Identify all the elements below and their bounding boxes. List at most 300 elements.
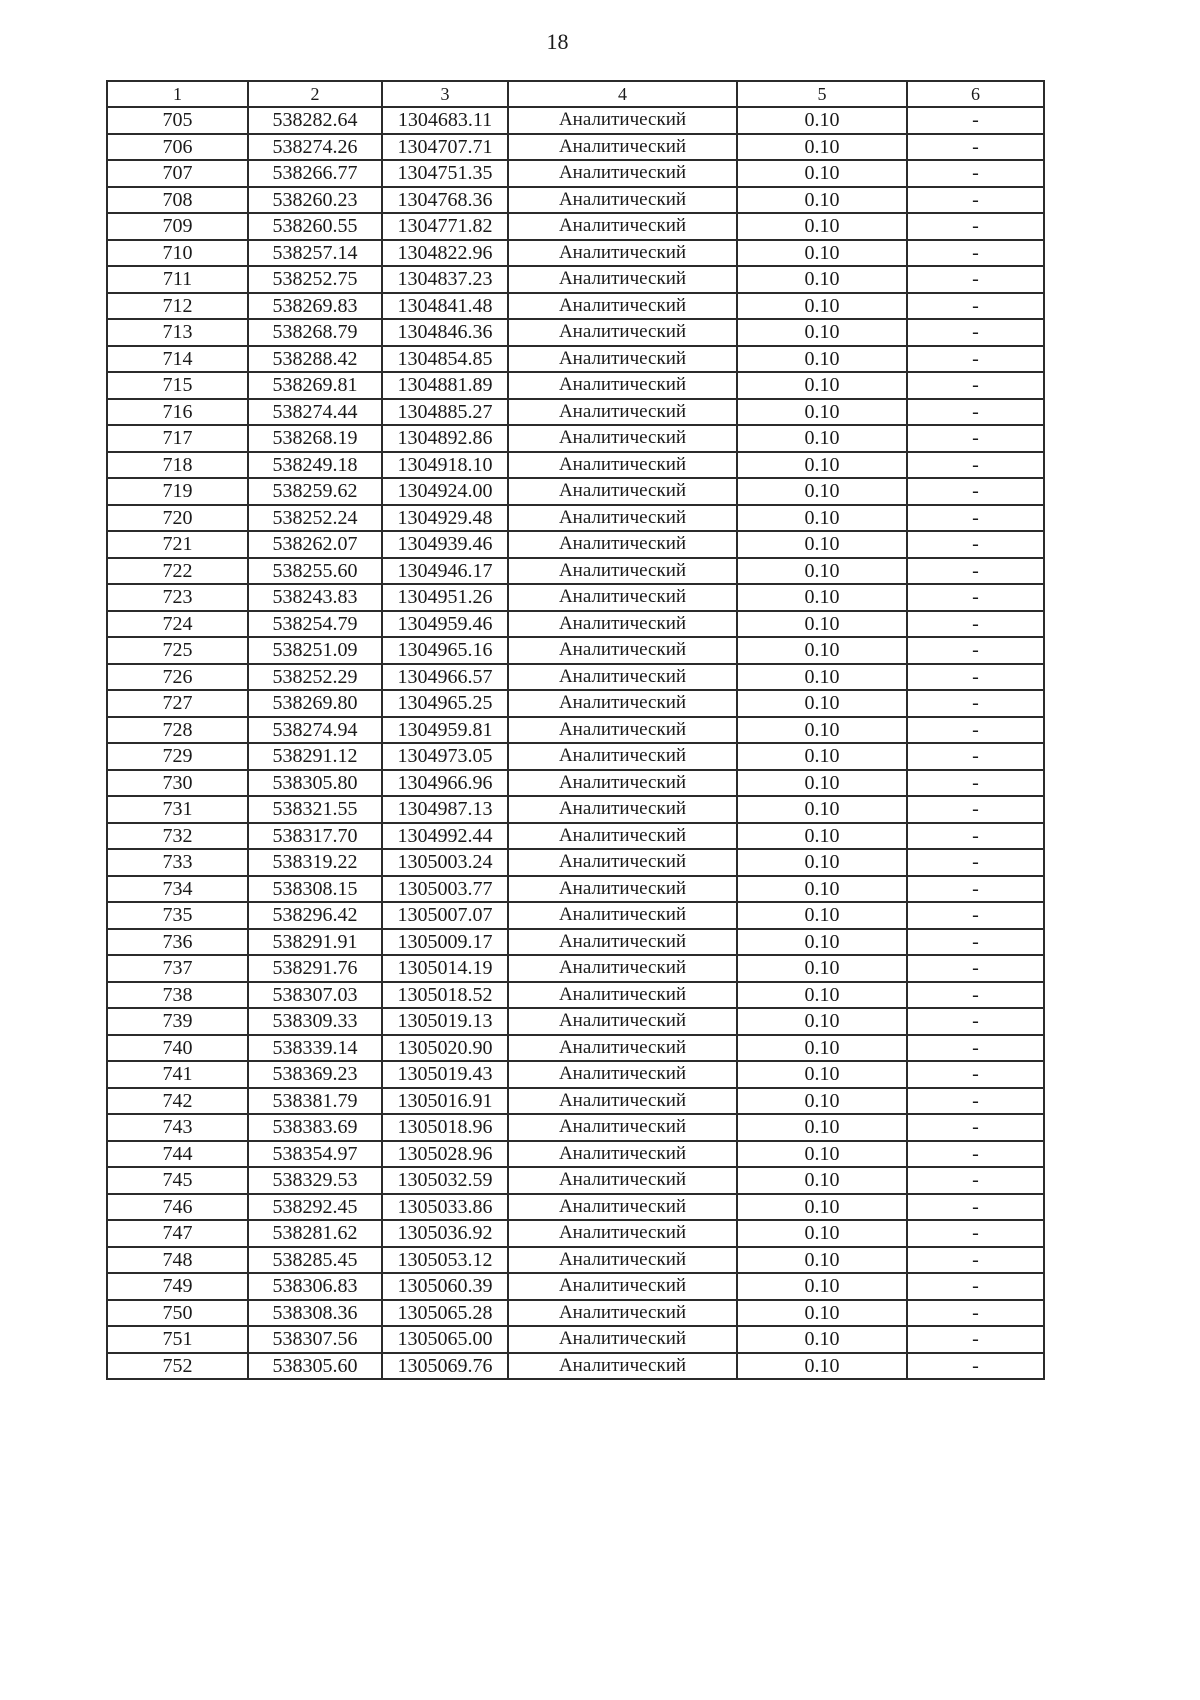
y-coordinate-cell: 1304683.11	[382, 107, 508, 134]
header-cell-5: 5	[737, 81, 907, 107]
table-row	[107, 982, 1044, 1009]
method-cell: Аналитический	[508, 823, 737, 850]
note-cell: -	[907, 743, 1044, 770]
x-coordinate-cell: 538257.14	[248, 240, 382, 267]
x-coordinate-cell: 538282.64	[248, 107, 382, 134]
point-number-cell: 750	[107, 1300, 248, 1327]
table-row	[107, 346, 1044, 373]
x-coordinate-cell: 538317.70	[248, 823, 382, 850]
note-cell: -	[907, 372, 1044, 399]
y-coordinate-cell: 1304854.85	[382, 346, 508, 373]
point-number-cell: 744	[107, 1141, 248, 1168]
note-cell: -	[907, 134, 1044, 161]
table-row	[107, 796, 1044, 823]
note-cell: -	[907, 929, 1044, 956]
y-coordinate-cell: 1305065.00	[382, 1326, 508, 1353]
point-number-cell: 714	[107, 346, 248, 373]
x-coordinate-cell: 538305.60	[248, 1353, 382, 1380]
accuracy-cell: 0.10	[737, 743, 907, 770]
y-coordinate-cell: 1304881.89	[382, 372, 508, 399]
x-coordinate-cell: 538288.42	[248, 346, 382, 373]
note-cell: -	[907, 1326, 1044, 1353]
x-coordinate-cell: 538354.97	[248, 1141, 382, 1168]
note-cell: -	[907, 1194, 1044, 1221]
note-cell: -	[907, 1167, 1044, 1194]
x-coordinate-cell: 538307.03	[248, 982, 382, 1009]
table-row	[107, 1141, 1044, 1168]
method-cell: Аналитический	[508, 1008, 737, 1035]
accuracy-cell: 0.10	[737, 1141, 907, 1168]
point-number-cell: 726	[107, 664, 248, 691]
accuracy-cell: 0.10	[737, 1114, 907, 1141]
point-number-cell: 733	[107, 849, 248, 876]
y-coordinate-cell: 1304892.86	[382, 425, 508, 452]
y-coordinate-cell: 1304751.35	[382, 160, 508, 187]
note-cell: -	[907, 1061, 1044, 1088]
note-cell: -	[907, 1114, 1044, 1141]
method-cell: Аналитический	[508, 982, 737, 1009]
point-number-cell: 721	[107, 531, 248, 558]
note-cell: -	[907, 584, 1044, 611]
x-coordinate-cell: 538381.79	[248, 1088, 382, 1115]
method-cell: Аналитический	[508, 1353, 737, 1380]
note-cell: -	[907, 1220, 1044, 1247]
x-coordinate-cell: 538308.36	[248, 1300, 382, 1327]
note-cell: -	[907, 1088, 1044, 1115]
table-row	[107, 425, 1044, 452]
method-cell: Аналитический	[508, 1035, 737, 1062]
accuracy-cell: 0.10	[737, 876, 907, 903]
header-cell-3: 3	[382, 81, 508, 107]
method-cell: Аналитический	[508, 611, 737, 638]
y-coordinate-cell: 1305019.43	[382, 1061, 508, 1088]
table-row	[107, 1088, 1044, 1115]
table-row	[107, 240, 1044, 267]
y-coordinate-cell: 1304992.44	[382, 823, 508, 850]
y-coordinate-cell: 1304885.27	[382, 399, 508, 426]
y-coordinate-cell: 1305016.91	[382, 1088, 508, 1115]
accuracy-cell: 0.10	[737, 1194, 907, 1221]
y-coordinate-cell: 1304987.13	[382, 796, 508, 823]
point-number-cell: 725	[107, 637, 248, 664]
y-coordinate-cell: 1304768.36	[382, 187, 508, 214]
accuracy-cell: 0.10	[737, 796, 907, 823]
table-row	[107, 452, 1044, 479]
x-coordinate-cell: 538291.76	[248, 955, 382, 982]
x-coordinate-cell: 538321.55	[248, 796, 382, 823]
point-number-cell: 710	[107, 240, 248, 267]
x-coordinate-cell: 538268.79	[248, 319, 382, 346]
accuracy-cell: 0.10	[737, 637, 907, 664]
table-row	[107, 187, 1044, 214]
table-row	[107, 823, 1044, 850]
accuracy-cell: 0.10	[737, 293, 907, 320]
point-number-cell: 731	[107, 796, 248, 823]
y-coordinate-cell: 1304965.25	[382, 690, 508, 717]
point-number-cell: 708	[107, 187, 248, 214]
x-coordinate-cell: 538281.62	[248, 1220, 382, 1247]
header-cell-2: 2	[248, 81, 382, 107]
method-cell: Аналитический	[508, 1114, 737, 1141]
accuracy-cell: 0.10	[737, 213, 907, 240]
y-coordinate-cell: 1304965.16	[382, 637, 508, 664]
table-row	[107, 611, 1044, 638]
y-coordinate-cell: 1305065.28	[382, 1300, 508, 1327]
point-number-cell: 719	[107, 478, 248, 505]
note-cell: -	[907, 531, 1044, 558]
method-cell: Аналитический	[508, 452, 737, 479]
table-row	[107, 1247, 1044, 1274]
y-coordinate-cell: 1305028.96	[382, 1141, 508, 1168]
table-row	[107, 876, 1044, 903]
accuracy-cell: 0.10	[737, 1220, 907, 1247]
y-coordinate-cell: 1304822.96	[382, 240, 508, 267]
note-cell: -	[907, 955, 1044, 982]
table-row	[107, 1035, 1044, 1062]
y-coordinate-cell: 1305018.52	[382, 982, 508, 1009]
table-header	[107, 81, 1044, 107]
point-number-cell: 749	[107, 1273, 248, 1300]
y-coordinate-cell: 1304966.96	[382, 770, 508, 797]
accuracy-cell: 0.10	[737, 955, 907, 982]
method-cell: Аналитический	[508, 505, 737, 532]
note-cell: -	[907, 1273, 1044, 1300]
method-cell: Аналитический	[508, 1088, 737, 1115]
note-cell: -	[907, 876, 1044, 903]
point-number-cell: 712	[107, 293, 248, 320]
note-cell: -	[907, 478, 1044, 505]
accuracy-cell: 0.10	[737, 690, 907, 717]
method-cell: Аналитический	[508, 743, 737, 770]
note-cell: -	[907, 1141, 1044, 1168]
method-cell: Аналитический	[508, 187, 737, 214]
x-coordinate-cell: 538268.19	[248, 425, 382, 452]
x-coordinate-cell: 538383.69	[248, 1114, 382, 1141]
table-row	[107, 505, 1044, 532]
y-coordinate-cell: 1305014.19	[382, 955, 508, 982]
note-cell: -	[907, 319, 1044, 346]
accuracy-cell: 0.10	[737, 240, 907, 267]
header-row	[107, 81, 1044, 107]
point-number-cell: 743	[107, 1114, 248, 1141]
y-coordinate-cell: 1304939.46	[382, 531, 508, 558]
point-number-cell: 752	[107, 1353, 248, 1380]
x-coordinate-cell: 538255.60	[248, 558, 382, 585]
point-number-cell: 746	[107, 1194, 248, 1221]
x-coordinate-cell: 538308.15	[248, 876, 382, 903]
point-number-cell: 728	[107, 717, 248, 744]
method-cell: Аналитический	[508, 1220, 737, 1247]
x-coordinate-cell: 538260.55	[248, 213, 382, 240]
header-cell-1: 1	[107, 81, 248, 107]
method-cell: Аналитический	[508, 796, 737, 823]
accuracy-cell: 0.10	[737, 319, 907, 346]
method-cell: Аналитический	[508, 478, 737, 505]
accuracy-cell: 0.10	[737, 584, 907, 611]
point-number-cell: 747	[107, 1220, 248, 1247]
y-coordinate-cell: 1304918.10	[382, 452, 508, 479]
note-cell: -	[907, 346, 1044, 373]
x-coordinate-cell: 538306.83	[248, 1273, 382, 1300]
point-number-cell: 722	[107, 558, 248, 585]
x-coordinate-cell: 538305.80	[248, 770, 382, 797]
method-cell: Аналитический	[508, 770, 737, 797]
table-row	[107, 1167, 1044, 1194]
method-cell: Аналитический	[508, 558, 737, 585]
method-cell: Аналитический	[508, 955, 737, 982]
point-number-cell: 718	[107, 452, 248, 479]
accuracy-cell: 0.10	[737, 107, 907, 134]
accuracy-cell: 0.10	[737, 849, 907, 876]
x-coordinate-cell: 538307.56	[248, 1326, 382, 1353]
method-cell: Аналитический	[508, 584, 737, 611]
point-number-cell: 738	[107, 982, 248, 1009]
note-cell: -	[907, 664, 1044, 691]
note-cell: -	[907, 690, 1044, 717]
point-number-cell: 740	[107, 1035, 248, 1062]
point-number-cell: 723	[107, 584, 248, 611]
note-cell: -	[907, 213, 1044, 240]
point-number-cell: 751	[107, 1326, 248, 1353]
method-cell: Аналитический	[508, 425, 737, 452]
table-row	[107, 637, 1044, 664]
note-cell: -	[907, 1300, 1044, 1327]
method-cell: Аналитический	[508, 319, 737, 346]
x-coordinate-cell: 538269.81	[248, 372, 382, 399]
y-coordinate-cell: 1305060.39	[382, 1273, 508, 1300]
method-cell: Аналитический	[508, 1326, 737, 1353]
y-coordinate-cell: 1305003.77	[382, 876, 508, 903]
accuracy-cell: 0.10	[737, 1326, 907, 1353]
table-row	[107, 849, 1044, 876]
point-number-cell: 737	[107, 955, 248, 982]
accuracy-cell: 0.10	[737, 505, 907, 532]
method-cell: Аналитический	[508, 717, 737, 744]
method-cell: Аналитический	[508, 1273, 737, 1300]
point-number-cell: 713	[107, 319, 248, 346]
table-row	[107, 664, 1044, 691]
point-number-cell: 720	[107, 505, 248, 532]
note-cell: -	[907, 1035, 1044, 1062]
x-coordinate-cell: 538274.94	[248, 717, 382, 744]
accuracy-cell: 0.10	[737, 1300, 907, 1327]
point-number-cell: 732	[107, 823, 248, 850]
x-coordinate-cell: 538369.23	[248, 1061, 382, 1088]
note-cell: -	[907, 425, 1044, 452]
y-coordinate-cell: 1304951.26	[382, 584, 508, 611]
y-coordinate-cell: 1305032.59	[382, 1167, 508, 1194]
y-coordinate-cell: 1304973.05	[382, 743, 508, 770]
method-cell: Аналитический	[508, 107, 737, 134]
y-coordinate-cell: 1304837.23	[382, 266, 508, 293]
accuracy-cell: 0.10	[737, 425, 907, 452]
method-cell: Аналитический	[508, 160, 737, 187]
table-row	[107, 372, 1044, 399]
y-coordinate-cell: 1304841.48	[382, 293, 508, 320]
table-row	[107, 1300, 1044, 1327]
note-cell: -	[907, 399, 1044, 426]
y-coordinate-cell: 1304707.71	[382, 134, 508, 161]
accuracy-cell: 0.10	[737, 770, 907, 797]
method-cell: Аналитический	[508, 1194, 737, 1221]
table-row	[107, 213, 1044, 240]
note-cell: -	[907, 637, 1044, 664]
table-row	[107, 955, 1044, 982]
accuracy-cell: 0.10	[737, 1035, 907, 1062]
accuracy-cell: 0.10	[737, 452, 907, 479]
note-cell: -	[907, 796, 1044, 823]
accuracy-cell: 0.10	[737, 134, 907, 161]
page-number: 18	[546, 29, 569, 54]
accuracy-cell: 0.10	[737, 1061, 907, 1088]
table-row	[107, 1326, 1044, 1353]
table-row	[107, 1114, 1044, 1141]
method-cell: Аналитический	[508, 531, 737, 558]
point-number-cell: 730	[107, 770, 248, 797]
method-cell: Аналитический	[508, 213, 737, 240]
x-coordinate-cell: 538291.12	[248, 743, 382, 770]
note-cell: -	[907, 717, 1044, 744]
header-cell-4: 4	[508, 81, 737, 107]
note-cell: -	[907, 823, 1044, 850]
y-coordinate-cell: 1305009.17	[382, 929, 508, 956]
point-number-cell: 724	[107, 611, 248, 638]
method-cell: Аналитический	[508, 134, 737, 161]
table-body	[107, 107, 1044, 1379]
note-cell: -	[907, 611, 1044, 638]
x-coordinate-cell: 538274.44	[248, 399, 382, 426]
accuracy-cell: 0.10	[737, 1247, 907, 1274]
table-row	[107, 266, 1044, 293]
accuracy-cell: 0.10	[737, 372, 907, 399]
table-row	[107, 1273, 1044, 1300]
method-cell: Аналитический	[508, 240, 737, 267]
method-cell: Аналитический	[508, 876, 737, 903]
table-row	[107, 902, 1044, 929]
y-coordinate-cell: 1304771.82	[382, 213, 508, 240]
table-row	[107, 929, 1044, 956]
point-number-cell: 748	[107, 1247, 248, 1274]
accuracy-cell: 0.10	[737, 982, 907, 1009]
x-coordinate-cell: 538254.79	[248, 611, 382, 638]
table-row	[107, 107, 1044, 134]
y-coordinate-cell: 1305018.96	[382, 1114, 508, 1141]
point-number-cell: 711	[107, 266, 248, 293]
y-coordinate-cell: 1305036.92	[382, 1220, 508, 1247]
x-coordinate-cell: 538309.33	[248, 1008, 382, 1035]
point-number-cell: 715	[107, 372, 248, 399]
note-cell: -	[907, 452, 1044, 479]
x-coordinate-cell: 538292.45	[248, 1194, 382, 1221]
x-coordinate-cell: 538251.09	[248, 637, 382, 664]
y-coordinate-cell: 1305020.90	[382, 1035, 508, 1062]
y-coordinate-cell: 1305053.12	[382, 1247, 508, 1274]
method-cell: Аналитический	[508, 1141, 737, 1168]
note-cell: -	[907, 902, 1044, 929]
accuracy-cell: 0.10	[737, 902, 907, 929]
accuracy-cell: 0.10	[737, 1353, 907, 1380]
method-cell: Аналитический	[508, 929, 737, 956]
table-row	[107, 1194, 1044, 1221]
y-coordinate-cell: 1305007.07	[382, 902, 508, 929]
y-coordinate-cell: 1304959.46	[382, 611, 508, 638]
accuracy-cell: 0.10	[737, 1167, 907, 1194]
x-coordinate-cell: 538296.42	[248, 902, 382, 929]
method-cell: Аналитический	[508, 293, 737, 320]
point-number-cell: 717	[107, 425, 248, 452]
x-coordinate-cell: 538285.45	[248, 1247, 382, 1274]
note-cell: -	[907, 849, 1044, 876]
point-number-cell: 736	[107, 929, 248, 956]
accuracy-cell: 0.10	[737, 478, 907, 505]
note-cell: -	[907, 266, 1044, 293]
table-row	[107, 1220, 1044, 1247]
method-cell: Аналитический	[508, 902, 737, 929]
table-row	[107, 717, 1044, 744]
note-cell: -	[907, 240, 1044, 267]
accuracy-cell: 0.10	[737, 611, 907, 638]
point-number-cell: 706	[107, 134, 248, 161]
table-row	[107, 1061, 1044, 1088]
method-cell: Аналитический	[508, 849, 737, 876]
accuracy-cell: 0.10	[737, 558, 907, 585]
method-cell: Аналитический	[508, 1167, 737, 1194]
accuracy-cell: 0.10	[737, 1008, 907, 1035]
method-cell: Аналитический	[508, 399, 737, 426]
table-row	[107, 743, 1044, 770]
method-cell: Аналитический	[508, 346, 737, 373]
table-row	[107, 478, 1044, 505]
x-coordinate-cell: 538243.83	[248, 584, 382, 611]
x-coordinate-cell: 538252.24	[248, 505, 382, 532]
point-number-cell: 741	[107, 1061, 248, 1088]
note-cell: -	[907, 160, 1044, 187]
accuracy-cell: 0.10	[737, 160, 907, 187]
y-coordinate-cell: 1304924.00	[382, 478, 508, 505]
method-cell: Аналитический	[508, 372, 737, 399]
accuracy-cell: 0.10	[737, 187, 907, 214]
point-number-cell: 709	[107, 213, 248, 240]
x-coordinate-cell: 538260.23	[248, 187, 382, 214]
table-row	[107, 134, 1044, 161]
point-number-cell: 734	[107, 876, 248, 903]
method-cell: Аналитический	[508, 664, 737, 691]
table-row	[107, 160, 1044, 187]
point-number-cell: 729	[107, 743, 248, 770]
point-number-cell: 707	[107, 160, 248, 187]
x-coordinate-cell: 538291.91	[248, 929, 382, 956]
table-row	[107, 293, 1044, 320]
note-cell: -	[907, 187, 1044, 214]
accuracy-cell: 0.10	[737, 664, 907, 691]
y-coordinate-cell: 1305069.76	[382, 1353, 508, 1380]
table-row	[107, 770, 1044, 797]
method-cell: Аналитический	[508, 1247, 737, 1274]
accuracy-cell: 0.10	[737, 717, 907, 744]
point-number-cell: 705	[107, 107, 248, 134]
y-coordinate-cell: 1305033.86	[382, 1194, 508, 1221]
note-cell: -	[907, 982, 1044, 1009]
accuracy-cell: 0.10	[737, 399, 907, 426]
y-coordinate-cell: 1304929.48	[382, 505, 508, 532]
x-coordinate-cell: 538266.77	[248, 160, 382, 187]
note-cell: -	[907, 505, 1044, 532]
note-cell: -	[907, 1247, 1044, 1274]
table-row	[107, 531, 1044, 558]
point-number-cell: 739	[107, 1008, 248, 1035]
x-coordinate-cell: 538252.29	[248, 664, 382, 691]
x-coordinate-cell: 538262.07	[248, 531, 382, 558]
